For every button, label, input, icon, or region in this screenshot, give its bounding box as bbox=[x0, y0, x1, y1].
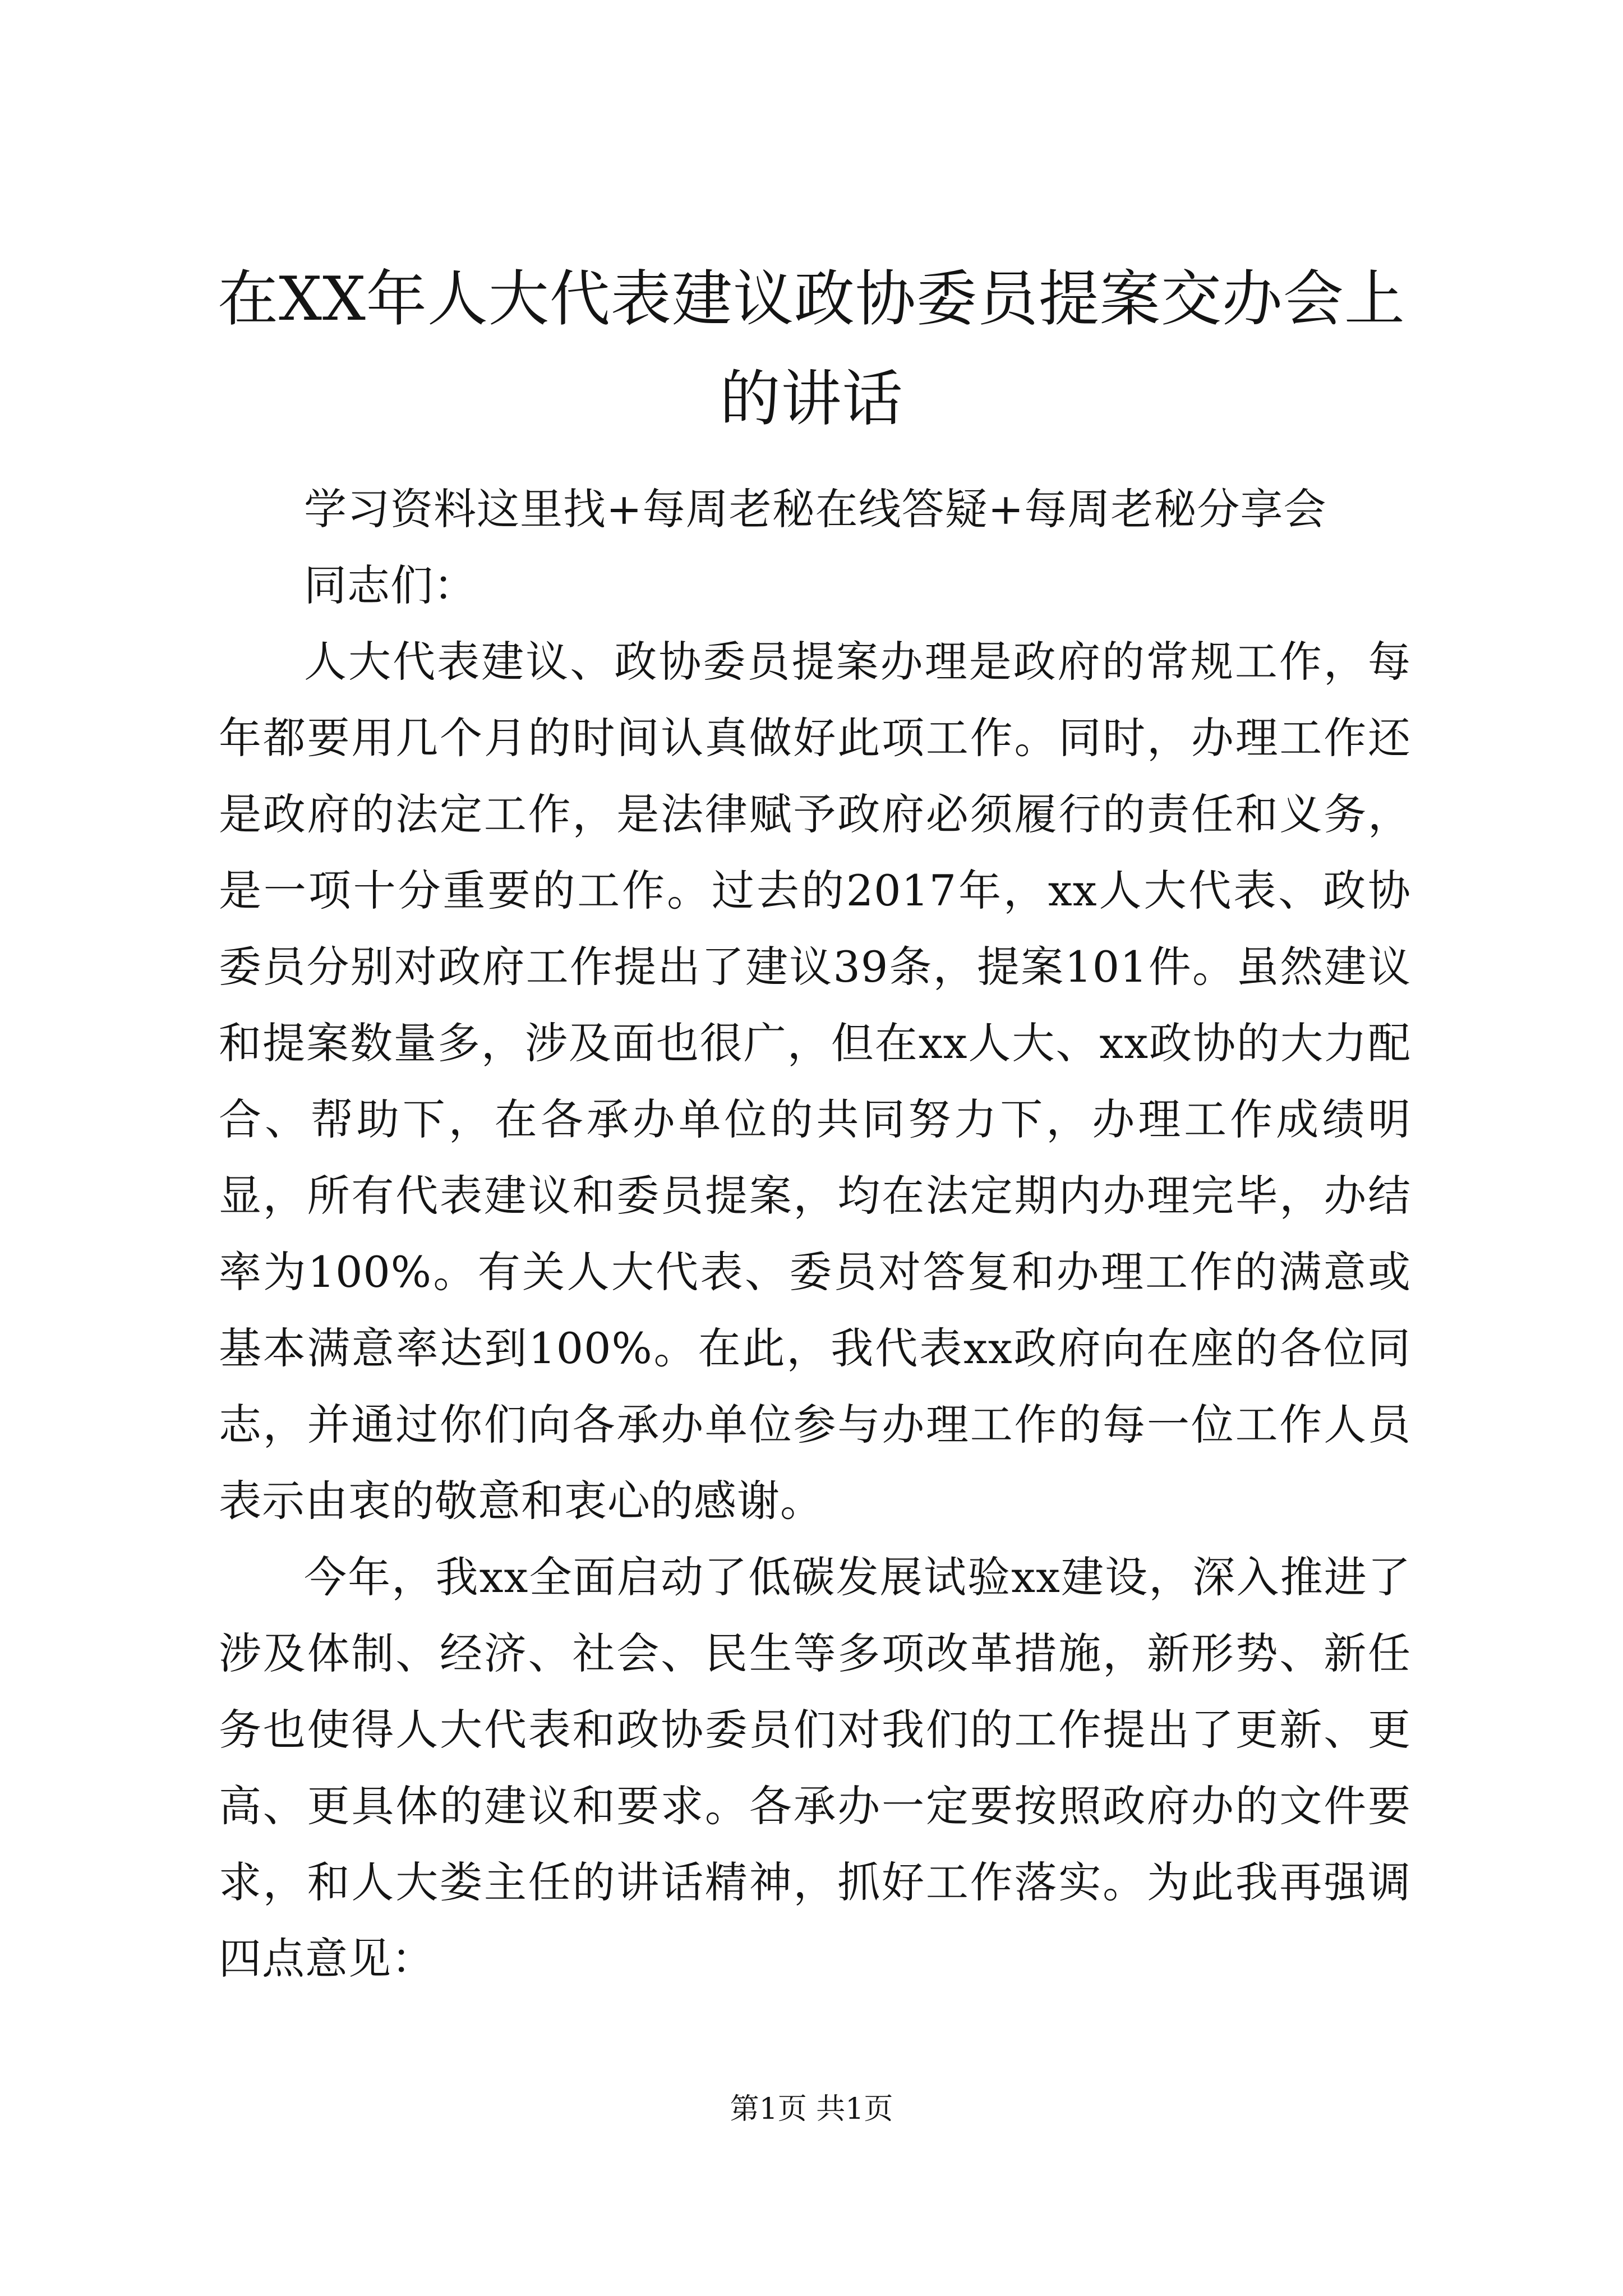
resource-line: 学习资料这里找+每周老秘在线答疑+每周老秘分享会 bbox=[304, 484, 1327, 534]
document-body bbox=[219, 471, 1411, 1997]
body-paragraph-1: 人大代表建议、政协委员提案办理是政府的常规工作，每年都要用几个月的时间认真做好此项工作。同时，办理工作还是政府的法定工作，是法律赋予政府必须履行的责任和义务，是一项十分重要的工作。过去的2017年，xx人大代表、政协委员分别对政府工作提出了建议39条，提案101件。虽然建议和提案数量多，涉及面也很广，但在xx人大、xx政协的大力配合、帮助下，在各承办单位的共同努力下，办理工作成绩明显，所有代表建议和委员提案，均在法定期内办理完毕，办结率为100%。有关人大代表、委员对答复和办理工作的满意或基本满意率达到100%。在此，我代表xx政府向在座的各位同志，并通过你们向各承办单位参与办理工作的每一位工作人员表示由衷的敬意和衷心的感谢。 bbox=[219, 637, 1411, 1526]
page-footer: 第1页 共1页 bbox=[730, 2092, 893, 2126]
document-title: 在XX年人大代表建议政协委员提案交办会上的讲话 bbox=[218, 264, 1405, 434]
body-paragraph-2: 今年，我xx全面启动了低碳发展试验xx建设，深入推进了涉及体制、经济、社会、民生等多项改革措施，新形势、新任务也使得人大代表和政协委员们对我们的工作提出了更新、更高、更具体的建议和要求。各承办一定要按照政府办的文件要求，和人大娄主任的讲话精神，抓好工作落实。为此我再强调四点意见： bbox=[219, 1552, 1411, 1984]
salutation: 同志们： bbox=[304, 560, 477, 610]
